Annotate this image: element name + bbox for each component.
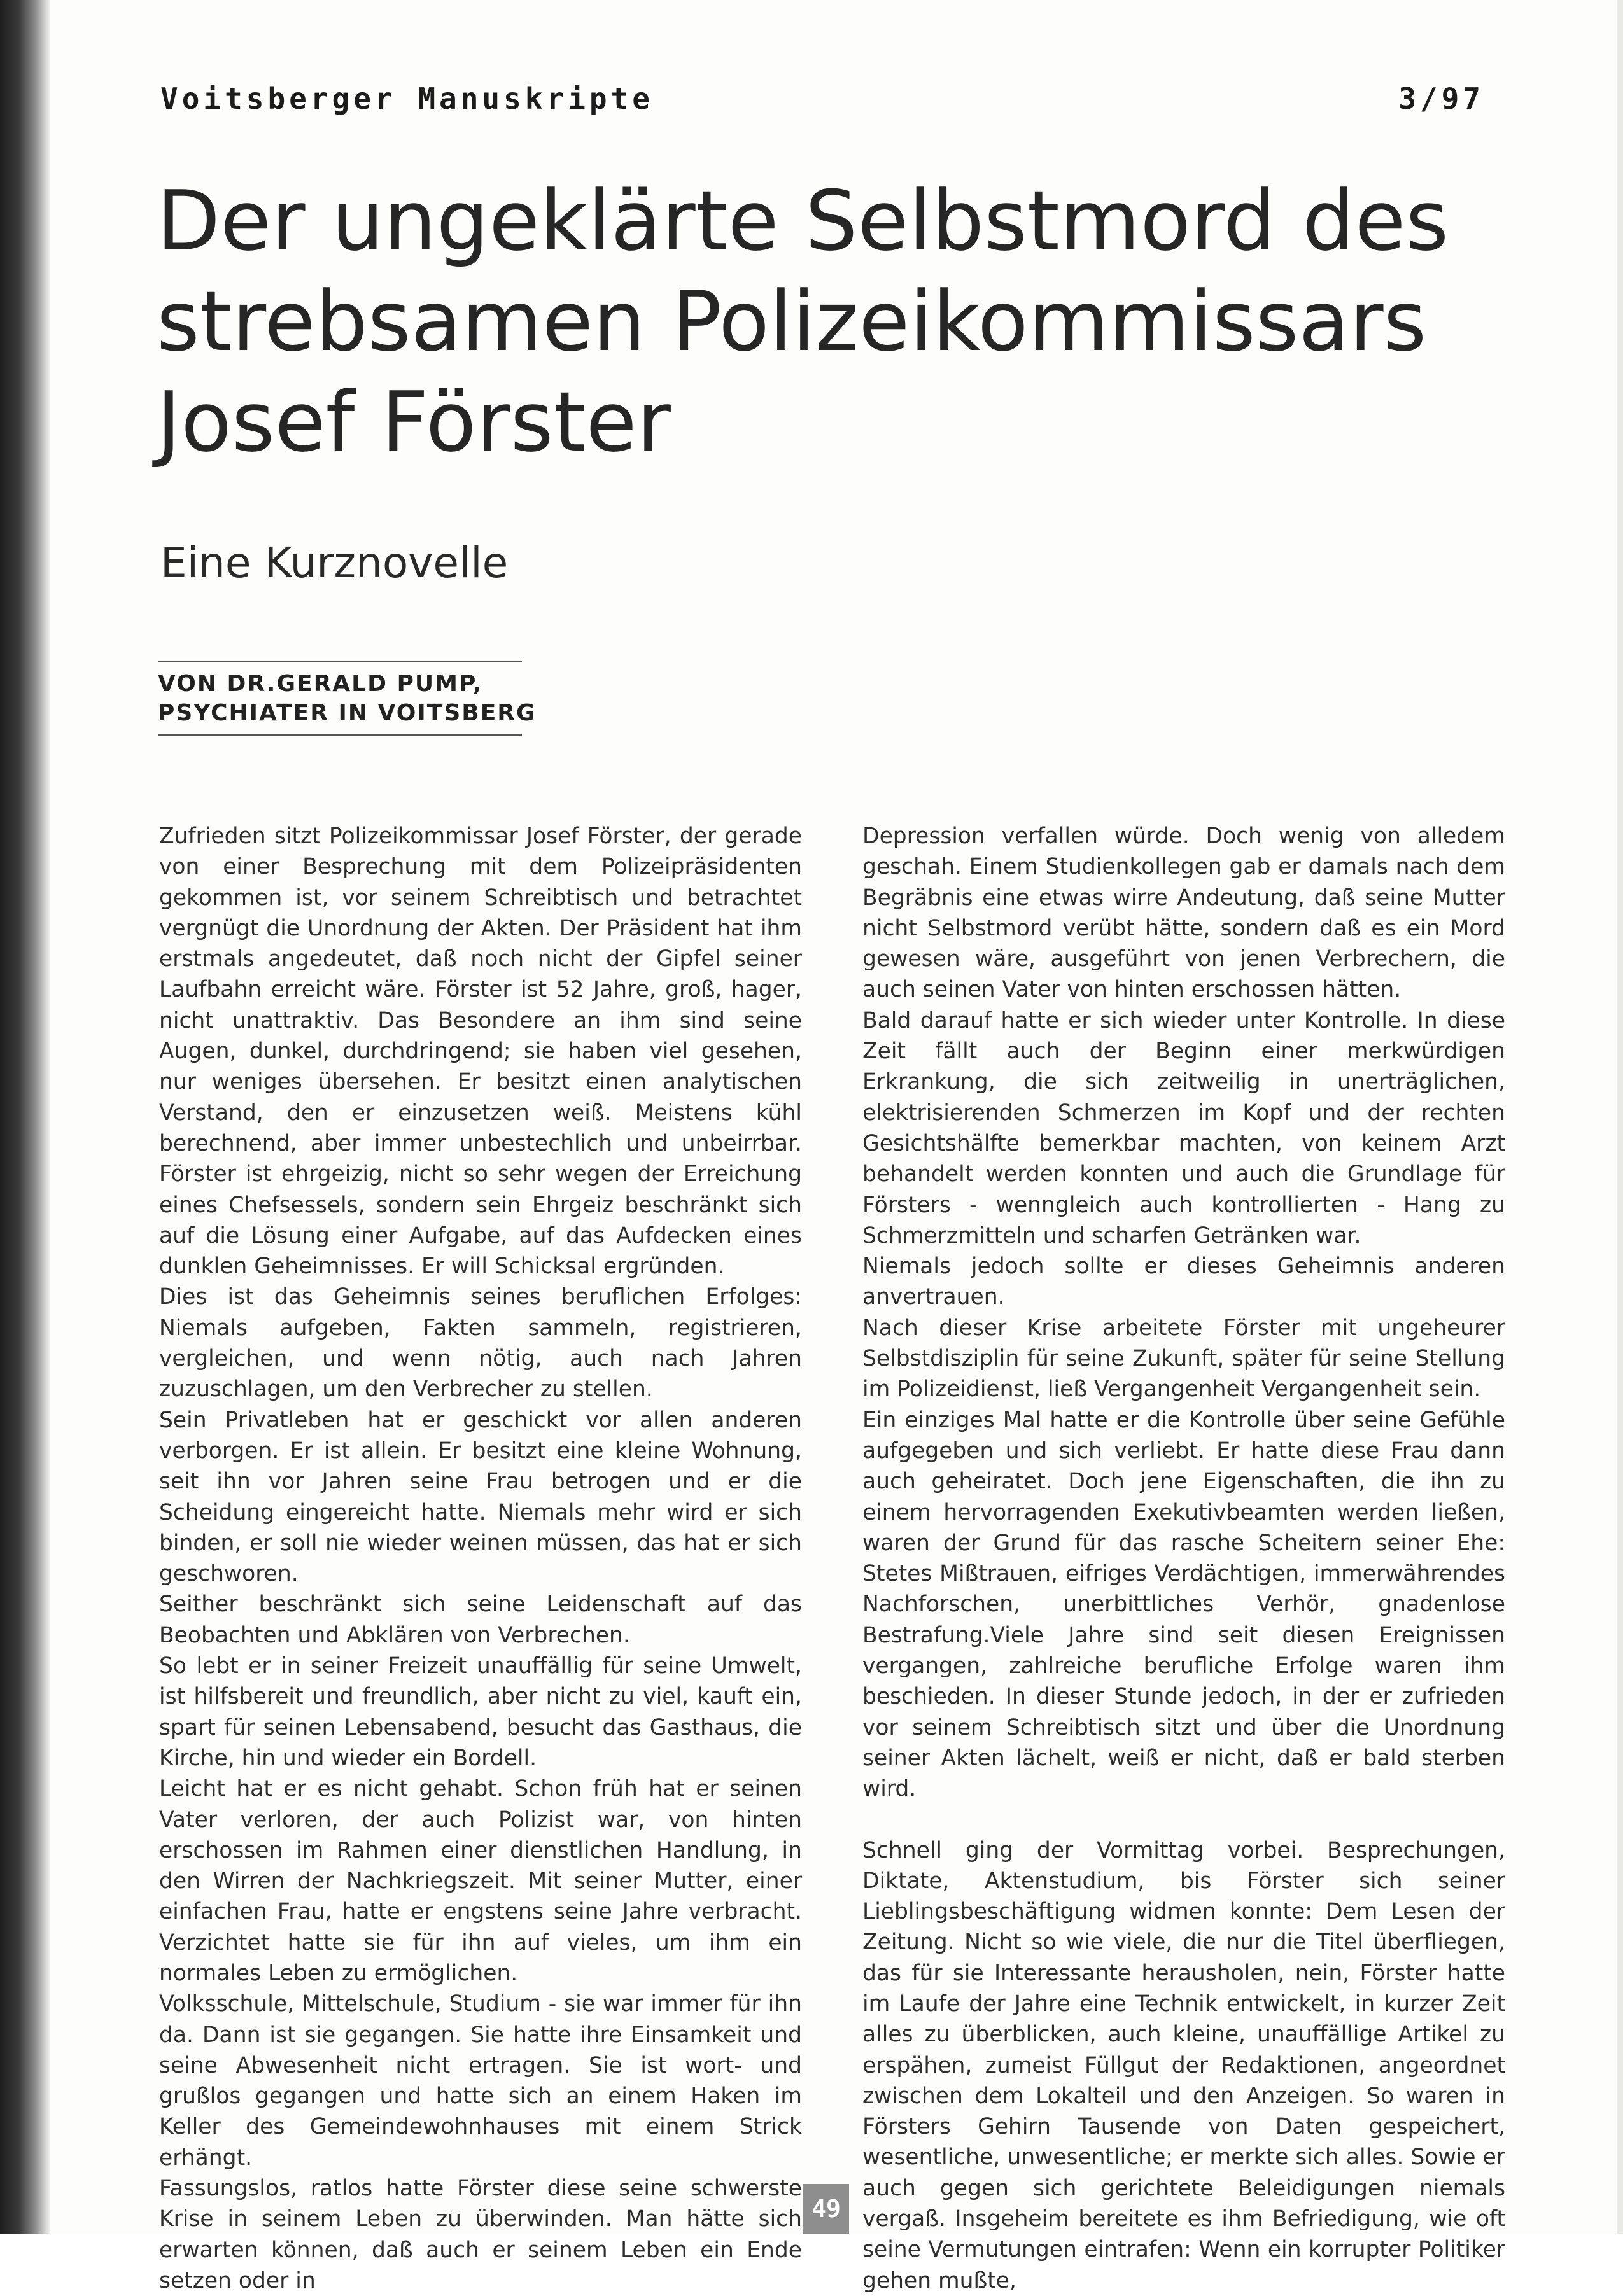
title-line: strebsamen Polizeikommissars bbox=[157, 273, 1427, 370]
paragraph: Dies ist das Geheimnis seines beruflichen Erfolges: Niemals aufgeben, Fakten sammeln, registrieren, vergleichen, und wenn nötig, auch nach Jahren zuzuschlagen, um den Verbrecher zu stellen. bbox=[159, 1284, 802, 1403]
title-line: Der ungeklärte Selbstmord des bbox=[157, 172, 1449, 269]
article-subtitle: Eine Kurznovelle bbox=[160, 538, 509, 587]
running-header bbox=[160, 81, 1484, 126]
text-column-left bbox=[159, 821, 802, 2296]
page-edge bbox=[1617, 0, 1623, 2234]
paragraph: Schnell ging der Vormittag vorbei. Besprechungen, Diktate, Aktenstudium, bis Förster sich seiner Lieblingsbeschäftigung widmen konnte: Dem Lesen der Zeitung. Nicht so wie viele, die nur die Titel überfliegen, das für sie Interessante herausholen, nein, Förster hatte im Laufe der Jahre eine Technik entwickelt, in kurzer Zeit alles zu überblicken, auch kleine, unauffällige Artikel zu erspähen, zumeist Füllgut der Redaktionen, angeordnet zwischen dem Lokalteil und den Anzeigen. So waren in Försters Gehirn Tausende von Daten gespeichert, wesentliche, unwesentliche; er merkte sich alles. Sowie er auch gegen sich gerichtete Beleidigungen niemals vergaß. Insgeheim bereitete es ihm Befriedigung, wie oft seine Vermutungen eintrafen: Wenn ein korrupter Politiker gehen mußte, bbox=[862, 1837, 1505, 2293]
paragraph: Depression verfallen würde. Doch wenig von alledem geschah. Einem Studienkollegen gab er damals nach dem Begräbnis eine etwas wirre Andeutung, daß seine Mutter nicht Selbstmord verübt hätte, sondern daß es ein Mord gewesen wäre, ausgeführt von jenen Verbrechern, die auch seinen Vater von hinten erschossen hätten. bbox=[862, 823, 1505, 1003]
byline-line: VON DR.GERALD PUMP, bbox=[158, 671, 483, 697]
text-column-right bbox=[862, 821, 1505, 2296]
paragraph: Nach dieser Krise arbeitete Förster mit ungeheurer Selbstdisziplin für seine Zukunft, später für seine Stellung im Polizeidienst, ließ Vergangenheit Vergangenheit sein. bbox=[862, 1315, 1505, 1403]
article-title bbox=[157, 171, 1493, 472]
paragraph: Fassungslos, ratlos hatte Förster diese seine schwerste Krise in seinem Leben zu überwinden. Man hätte sich erwarten können, daß auch er seinem Leben ein Ende setzen oder in bbox=[159, 2176, 802, 2293]
paragraph: So lebt er in seiner Freizeit unauffällig für seine Umwelt, ist hilfsbereit und freundlich, aber nicht zu viel, kauft ein, spart für seinen Lebensabend, besucht das Gasthaus, die Kirche, hin und wieder ein Bordell. bbox=[159, 1653, 802, 1771]
series-title: Voitsberger Manuskripte bbox=[160, 81, 654, 116]
paragraph: Sein Privatleben hat er geschickt vor allen anderen verborgen. Er ist allein. Er besitzt eine kleine Wohnung, seit ihn vor Jahren seine Frau betrogen und er die Scheidung eingereicht hatte. Niemals mehr wird er sich binden, er soll nie wieder weinen müssen, das hat er sich geschworen. bbox=[159, 1407, 802, 1587]
issue-number: 3/97 bbox=[1398, 81, 1484, 116]
paragraph: Bald darauf hatte er sich wieder unter Kontrolle. In diese Zeit fällt auch der Beginn einer merkwürdigen Erkrankung, die sich zeitweilig in unerträglichen, elektrisierenden Schmerzen im Kopf und der rechten Gesichtshälfte bemerkbar machten, von keinem Arzt behandelt werden konnten und auch die Grundlage für Försters - wenngleich auch kontrollierten - Hang zu Schmerzmitteln und scharfen Getränken war. bbox=[862, 1007, 1505, 1249]
paragraph: Seither beschränkt sich seine Leidenschaft auf das Beobachten und Abklären von Verbrechen. bbox=[159, 1592, 802, 1648]
paragraph: Ein einziges Mal hatte er die Kontrolle über seine Gefühle aufgegeben und sich verliebt. Er hatte diese Frau dann auch geheiratet. Doch jene Eigenschaften, die ihn zu einem hervorragenden Exekutivbeamten werden ließen, waren der Grund für das rasche Scheitern seiner Ehe: Stetes Mißtrauen, eifriges Verdächtigen, immerwährendes Nachforschen, unerbittliches Verhör, gnadenlose Bestrafung.Viele Jahre sind seit diesen Ereignissen vergangen, zahlreiche berufliche Erfolge waren ihm beschieden. In dieser Stunde jedoch, in der er zufrieden vor seinem Schreibtisch sitzt und über die Unordnung seiner Akten lächelt, weiß er nicht, daß er bald sterben wird. bbox=[862, 1407, 1505, 1802]
paragraph: Volksschule, Mittelschule, Studium - sie war immer für ihn da. Dann ist sie gegangen. Sie hatte ihre Einsamkeit und seine Abwesenheit nicht ertragen. Sie ist wort- und grußlos gegangen und hatte sich an einem Haken im Keller des Gemeindewohnhauses mit einem Strick erhängt. bbox=[159, 1991, 802, 2171]
byline-line: PSYCHIATER IN VOITSBERG bbox=[158, 700, 537, 726]
title-line: Josef Förster bbox=[157, 374, 671, 470]
paragraph: Niemals jedoch sollte er dieses Geheimnis anderen anvertrauen. bbox=[862, 1254, 1505, 1310]
author-byline bbox=[158, 661, 537, 736]
page-number: 49 bbox=[803, 2184, 849, 2234]
binding-shadow bbox=[0, 0, 50, 2234]
paragraph: Leicht hat er es nicht gehabt. Schon früh hat er seinen Vater verloren, der auch Polizist war, von hinten erschossen im Rahmen einer dienstlichen Handlung, in den Wirren der Nachkriegszeit. Mit seiner Mutter, einer einfachen Frau, hatte er engstens seine Jahre verbracht. Verzichtet hatte sie für ihn auf vieles, um ihm ein normales Leben zu ermöglichen. bbox=[159, 1776, 802, 1986]
paragraph: Zufrieden sitzt Polizeikommissar Josef Förster, der gerade von einer Besprechung mit dem Polizeipräsidenten gekommen ist, vor seinem Schreibtisch und betrachtet vergnügt die Unordnung der Akten. Der Präsident hat ihm erstmals angedeutet, daß noch nicht der Gipfel seiner Laufbahn erreicht wäre. Förster ist 52 Jahre, groß, hager, nicht unattraktiv. Das Besondere an ihm sind seine Augen, dunkel, durchdringend; sie haben viel gesehen, nur weniges übersehen. Er besitzt einen analytischen Verstand, den er einzusetzen weiß. Meistens kühl berechnend, aber immer unbestechlich und unbeirrbar. Förster ist ehrgeizig, nicht so sehr wegen der Erreichung eines Chefsessels, sondern sein Ehrgeiz beschränkt sich auf die Lösung einer Aufgabe, auf das Aufdecken eines dunklen Geheimnisses. Er will Schicksal ergründen. bbox=[159, 823, 802, 1280]
